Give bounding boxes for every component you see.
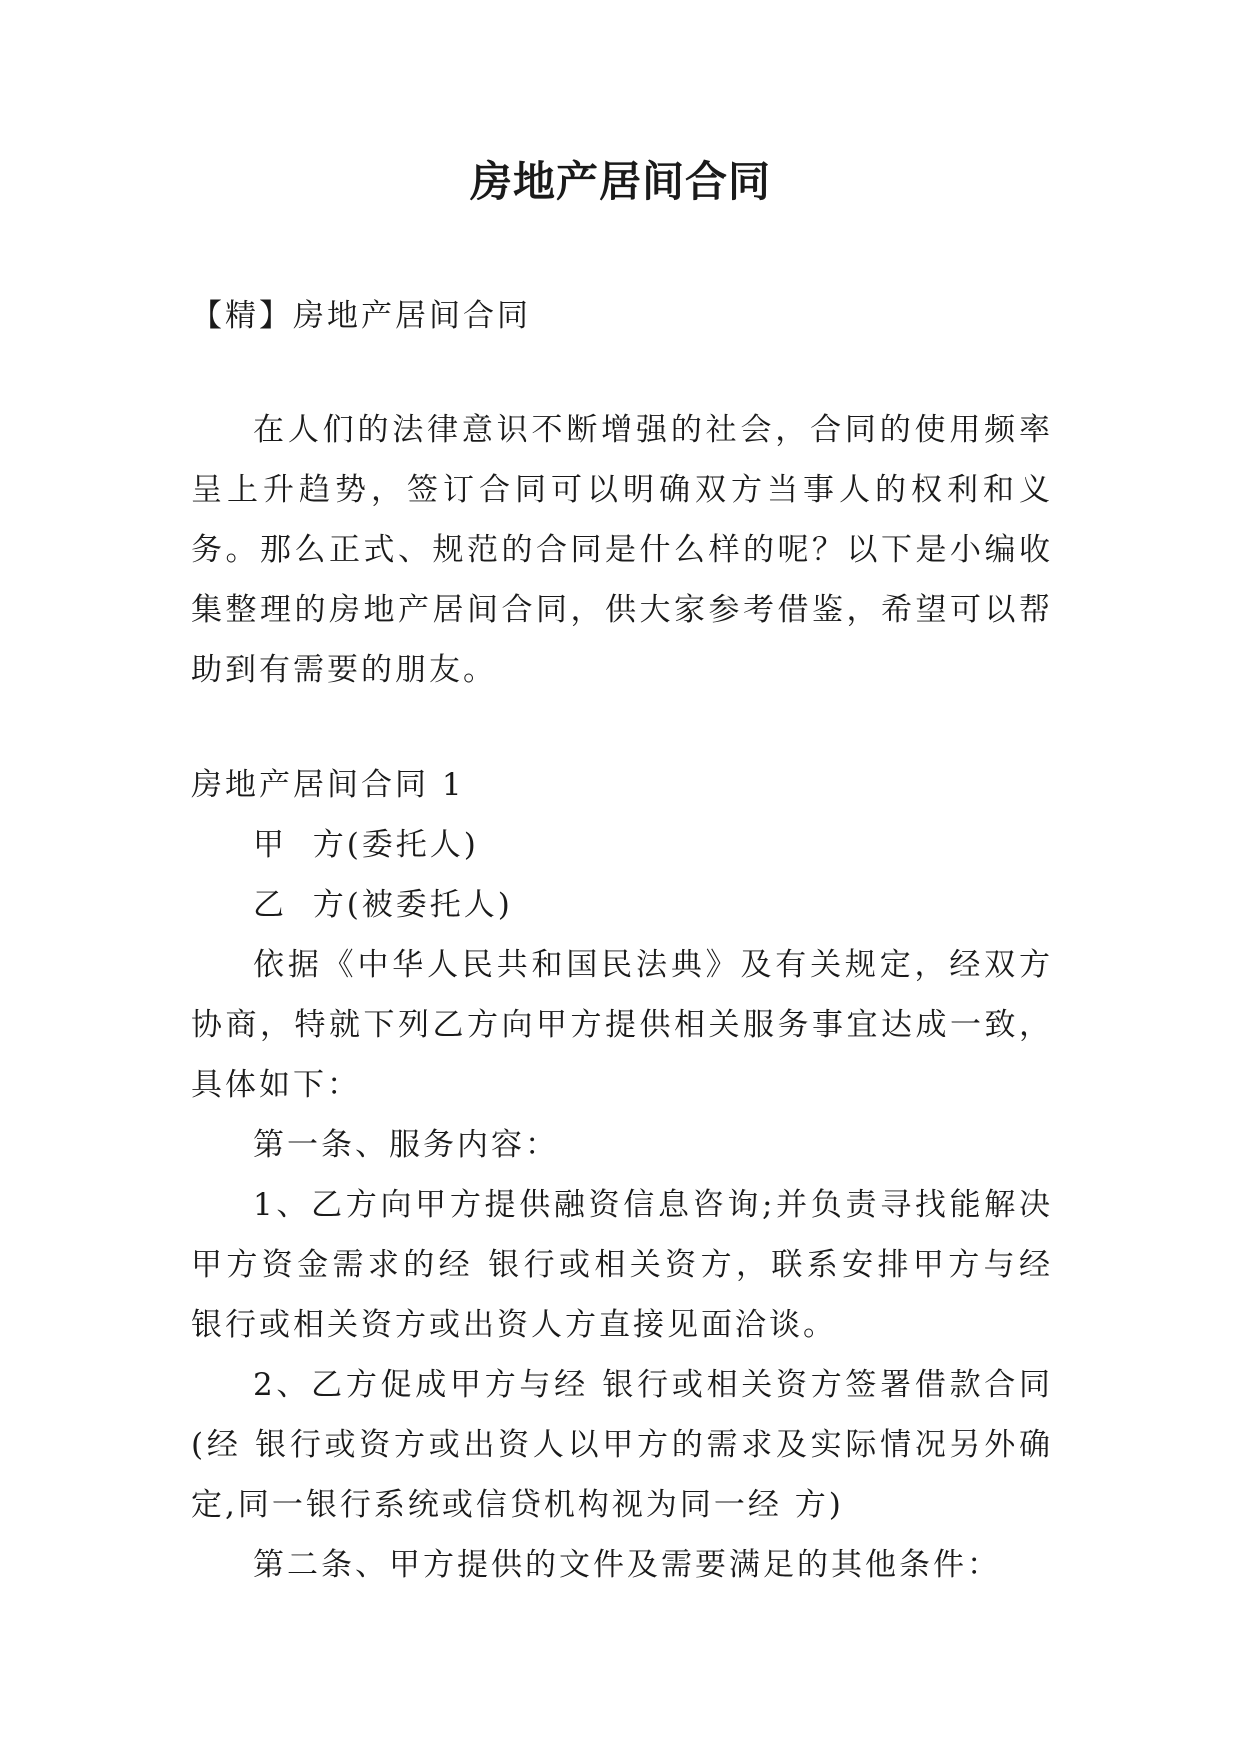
article-1-item-2: 2、乙方促成甲方与经 银行或相关资方签署借款合同(经 银行或资方或出资人以甲方的需求及实际情况另外确定,同一银行系统或信贷机构视为同一经 方): [191, 1367, 1053, 1523]
preamble-paragraph: 依据《中华人民共和国民法典》及有关规定，经双方协商，特就下列乙方向甲方提供相关服务事宜达成一致，具体如下：: [191, 947, 1053, 1103]
party-b: 乙 方(被委托人): [253, 887, 513, 923]
intro-paragraph: 在人们的法律意识不断增强的社会，合同的使用频率呈上升趋势，签订合同可以明确双方当事人的权利和义务。那么正式、规范的合同是什么样的呢？以下是小编收集整理的房地产居间合同，供大家参考借鉴，希望可以帮助到有需要的朋友。: [191, 412, 1053, 688]
article-1-item-1: 1、乙方向甲方提供融资信息咨询;并负责寻找能解决甲方资金需求的经 银行或相关资方，联系安排甲方与经 银行或相关资方或出资人方直接见面洽谈。: [191, 1187, 1053, 1343]
article-1-title: 第一条、服务内容：: [253, 1127, 559, 1163]
article-2-title: 第二条、甲方提供的文件及需要满足的其他条件：: [253, 1547, 1001, 1583]
contract-heading: 房地产居间合同 1: [191, 767, 465, 803]
contract-section: [191, 755, 1053, 1595]
party-a: 甲 方(委托人): [253, 827, 479, 863]
document-title: 房地产居间合同: [469, 157, 771, 206]
document-subtitle: 【精】房地产居间合同: [191, 298, 531, 334]
